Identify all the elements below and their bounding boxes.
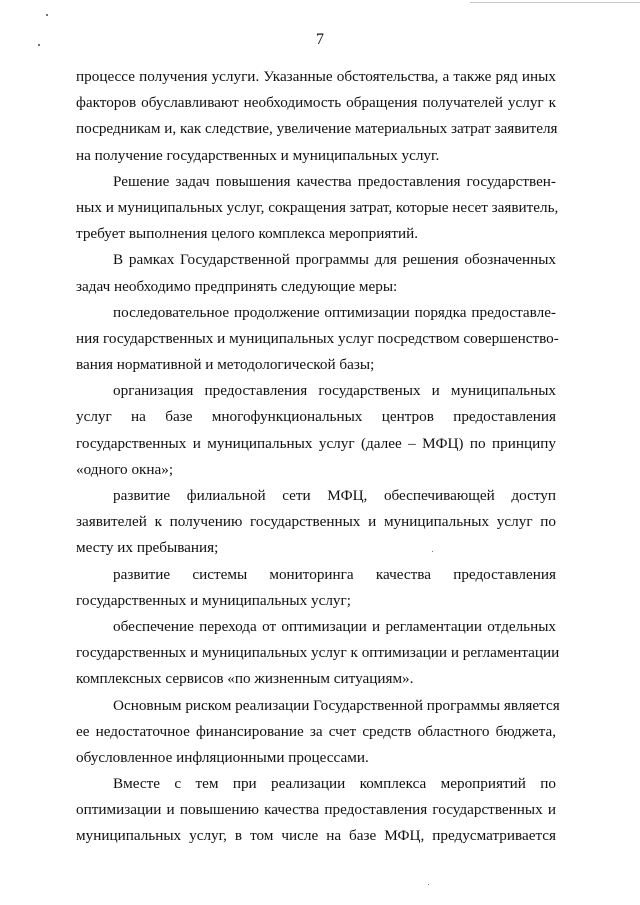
text-line: комплексных сервисов «по жизненным ситуациям».	[76, 670, 414, 688]
text-line: ния государственных и муниципальных услуг посредством совершенство-	[76, 329, 559, 347]
text-line: процессе получения услуги. Указанные обстоятельства, а также ряд иных	[76, 68, 556, 85]
list-item-first-line: организация предоставления государственых и муниципальных	[113, 382, 556, 400]
list-item-first-line: последовательное продолжение оптимизации порядка предоставле-	[113, 303, 556, 321]
text-line: оптимизации и повышению качества предоставления государственных и	[76, 801, 556, 819]
page-number: 7	[316, 31, 324, 48]
scan-artifact-line	[470, 2, 640, 3]
text-line: ее недостаточное финансирование за счет средств областного бюджета,	[76, 722, 556, 740]
scan-speck	[428, 884, 429, 885]
text-line: государственных и муниципальных услуг (далее – МФЦ) по принципу	[76, 434, 556, 452]
text-line: государственных и муниципальных услуг;	[76, 591, 351, 609]
paragraph-first-line: Основным риском реализации Государственной программы является	[113, 696, 560, 714]
text-line: услуг на базе многофункциональных центров предоставления	[76, 408, 556, 426]
text-line: обусловленное инфляционными процессами.	[76, 748, 369, 766]
text-line: вания нормативной и методологической базы;	[76, 356, 375, 374]
text-line: месту их пребывания;	[76, 539, 219, 557]
text-line: ных и муниципальных услуг, сокращения затрат, которые несет заявитель,	[76, 198, 559, 216]
text-line: задач необходимо предпринять следующие меры:	[76, 277, 398, 295]
list-item-first-line: развитие филиальной сети МФЦ, обеспечивающей доступ	[113, 487, 556, 504]
text-line: факторов обуславливают необходимость обращения получателей услуг к	[76, 94, 556, 112]
text-line: на получение государственных и муниципальных услуг.	[76, 146, 440, 164]
list-item-first-line: обеспечение перехода от оптимизации и регламентации отдельных	[113, 617, 556, 635]
paragraph-first-line: В рамках Государственной программы для решения обозначенных	[113, 251, 556, 269]
text-line: посредникам и, как следствие, увеличение материальных затрат заявителя	[76, 120, 558, 138]
text-line: заявителей к получению государственных и муниципальных услуг по	[76, 513, 556, 531]
text-line: требует выполнения целого комплекса мероприятий.	[76, 225, 419, 243]
text-line: государственных и муниципальных услуг к оптимизации и регламентации	[76, 644, 560, 662]
paragraph-first-line: Решение задач повышения качества предоставления государствен-	[113, 172, 556, 190]
list-item-first-line: развитие системы мониторинга качества предоставления	[113, 565, 556, 583]
text-line: муниципальных услуг, в том числе на базе МФЦ, предусматривается	[76, 827, 556, 845]
paragraph-first-line: Вместе с тем при реализации комплекса мероприятий по	[113, 775, 556, 793]
text-line: «одного окна»;	[76, 460, 174, 478]
body-text	[76, 64, 560, 850]
scan-speck	[46, 14, 48, 16]
